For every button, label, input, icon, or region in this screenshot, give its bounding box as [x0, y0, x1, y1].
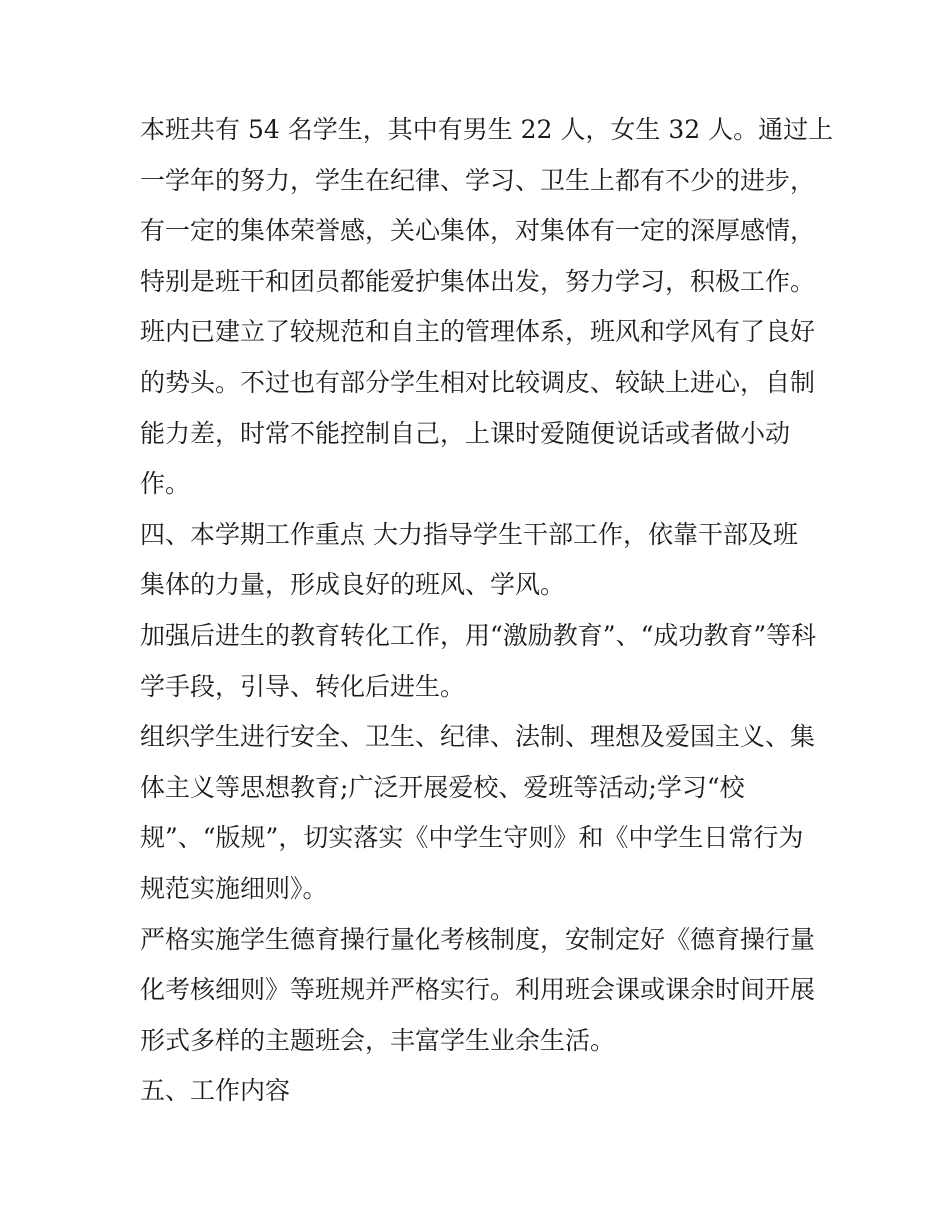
- text-line: 本班共有 54 名学生，其中有男生 22 人，女生 32 人。通过上: [140, 115, 834, 144]
- text-line: 特别是班干和团员都能爱护集体出发，努力学习，积极工作。: [140, 266, 816, 296]
- text-line: 班内已建立了较规范和自主的管理体系，班风和学风有了良好: [140, 317, 816, 347]
- text-line: 一学年的努力，学生在纪律、学习、卫生上都有不少的进步，: [140, 165, 816, 195]
- text-line: 的势头。不过也有部分学生相对比较调皮、较缺上进心，自制: [140, 367, 816, 397]
- text-line: 化考核细则》等班规并严格实行。利用班会课或课余时间开展: [140, 975, 816, 1005]
- text-line: 规”、“版规”，切实落实《中学生守则》和《中学生日常行为: [140, 823, 804, 853]
- section-heading-line: 四、本学期工作重点 大力指导学生干部工作，依靠干部及班: [140, 519, 798, 549]
- text-line: 有一定的集体荣誉感，关心集体，对集体有一定的深厚感情，: [140, 216, 816, 246]
- text-line: 能力差，时常不能控制自己，上课时爱随便说话或者做小动: [140, 418, 791, 448]
- text-line: 严格实施学生德育操行量化考核制度，安制定好《德育操行量: [140, 924, 816, 954]
- text-line: 组织学生进行安全、卫生、纪律、法制、理想及爱国主义、集: [140, 722, 816, 752]
- text-line: 学手段，引导、转化后进生。: [140, 671, 466, 701]
- document-body: [140, 105, 834, 1117]
- text-line: 集体的力量，形成良好的班风、学风。: [140, 570, 566, 600]
- text-line: 作。: [140, 469, 191, 499]
- section-heading-line: 五、工作内容: [140, 1076, 291, 1106]
- text-line: 体主义等思想教育;广泛开展爱校、爱班等活动;学习“校: [140, 772, 745, 802]
- text-line: 规范实施细则》。: [140, 873, 328, 903]
- text-line: 形式多样的主题班会，丰富学生业余生活。: [140, 1025, 616, 1055]
- text-line: 加强后进生的教育转化工作，用“激励教育”、“成功教育”等科: [140, 620, 817, 650]
